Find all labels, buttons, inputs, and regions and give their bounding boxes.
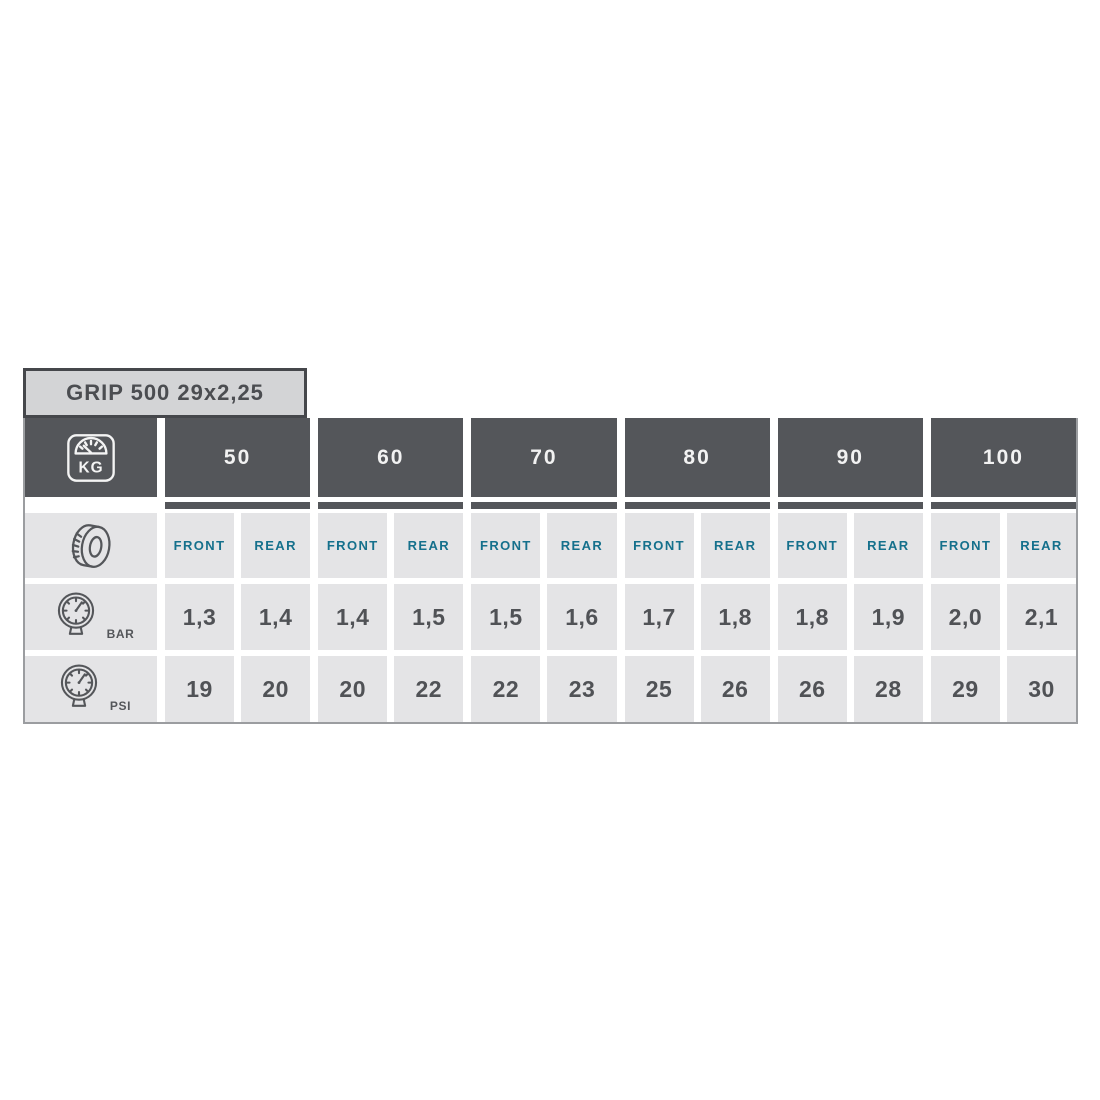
front-label: FRONT [173,538,226,553]
psi-value: 29 [952,675,979,702]
weight-label: 70 [530,445,558,469]
chart-title: GRIP 500 29x2,25 [66,380,264,405]
rear-header-cell [547,513,616,578]
psi-value-cell [394,656,463,722]
weight-cell-90 [778,418,923,497]
bar-value: 1,4 [258,603,293,630]
bar-value-cell [854,584,923,650]
rear-label: REAR [713,538,757,553]
psi-values-row [25,656,1076,722]
psi-value-cell [241,656,310,722]
psi-value: 28 [875,675,902,702]
kg-scale-icon [62,429,120,487]
weight-label: 60 [377,445,405,469]
front-header-cell [471,513,540,578]
bar-value-cell [165,584,234,650]
bar-value: 1,6 [565,603,599,630]
divider-strip-spacer [25,502,157,509]
psi-value: 25 [645,675,673,702]
pressure-gauge-icon [51,659,107,715]
rear-header-cell [241,513,310,578]
divider-strip [931,502,1076,509]
weight-cell-70 [471,418,616,497]
bar-value-cell [931,584,1000,650]
rear-label: REAR [1020,538,1063,553]
psi-value-cell [854,656,923,722]
divider-strip [318,502,463,509]
psi-value-cell [778,656,847,722]
front-header-cell [165,513,234,578]
psi-value-cell [318,656,387,722]
bar-value-cell [701,584,770,650]
bar-value-cell [471,584,540,650]
bar-value-cell [547,584,616,650]
bar-value: 1,8 [795,603,829,630]
title-box [23,368,307,418]
tire-pressure-chart-panel [23,368,1078,724]
divider-strip [471,502,616,509]
psi-unit-label: PSI [109,699,132,713]
pressure-table [23,418,1078,724]
bar-value-cell [318,584,387,650]
weight-label: 90 [836,445,864,469]
weight-cell-60 [318,418,463,497]
rear-header-cell [1007,513,1076,578]
bar-value-cell [1007,584,1076,650]
rear-header-cell [394,513,463,578]
psi-value-cell [931,656,1000,722]
bar-value: 2,0 [948,603,983,630]
rear-label: REAR [407,538,451,553]
front-label: FRONT [786,538,839,553]
rear-label: REAR [560,538,604,553]
psi-value: 26 [721,675,749,702]
tire-row-header [25,513,157,578]
divider-strip [625,502,770,509]
front-label: FRONT [633,538,685,553]
kg-unit-text: KG [78,459,104,476]
pressure-gauge-icon [48,587,104,643]
rear-header-cell [854,513,923,578]
front-header-cell [625,513,694,578]
weights-header-row [25,418,1076,497]
psi-value-cell [701,656,770,722]
bar-value-cell [625,584,694,650]
bar-unit-label: BAR [106,627,135,641]
psi-row-header [25,656,157,722]
psi-value: 19 [186,675,213,702]
bar-value-cell [241,584,310,650]
psi-value: 22 [492,675,520,702]
weight-cell-80 [625,418,770,497]
psi-value-cell [547,656,616,722]
divider-strip [165,502,310,509]
front-label: FRONT [326,538,379,553]
rear-header-cell [701,513,770,578]
psi-value-cell [1007,656,1076,722]
psi-value-cell [625,656,694,722]
bar-value: 1,5 [489,603,523,630]
bar-value: 1,4 [335,603,370,630]
kg-header-cell [25,418,157,497]
bar-row-header [25,584,157,650]
divider-strip [778,502,923,509]
bar-value: 2,1 [1024,603,1059,630]
bar-value-cell [394,584,463,650]
weight-cell-100 [931,418,1076,497]
tire-icon [61,516,121,576]
front-header-cell [931,513,1000,578]
bar-value: 1,5 [412,603,446,630]
psi-value-cell [471,656,540,722]
psi-value: 20 [339,675,367,702]
divider-strip-row [25,502,1076,509]
bar-values-row [25,584,1076,650]
front-header-cell [778,513,847,578]
psi-value: 22 [415,675,443,702]
psi-value: 23 [568,675,596,702]
psi-value: 26 [798,675,826,702]
weight-label: 80 [683,445,711,469]
bar-value: 1,3 [182,603,217,630]
psi-value: 30 [1028,675,1055,702]
bar-value-cell [778,584,847,650]
weight-label: 50 [223,445,252,469]
bar-value: 1,8 [718,603,752,630]
front-label: FRONT [480,538,532,553]
bar-value: 1,9 [871,603,906,630]
psi-value: 20 [262,675,289,702]
front-rear-subheader-row [25,513,1076,578]
bar-value: 1,7 [642,603,676,630]
weight-label: 100 [982,445,1024,469]
rear-label: REAR [867,538,910,553]
rear-label: REAR [254,538,297,553]
psi-value-cell [165,656,234,722]
front-header-cell [318,513,387,578]
front-label: FRONT [939,538,992,553]
weight-cell-50 [165,418,310,497]
